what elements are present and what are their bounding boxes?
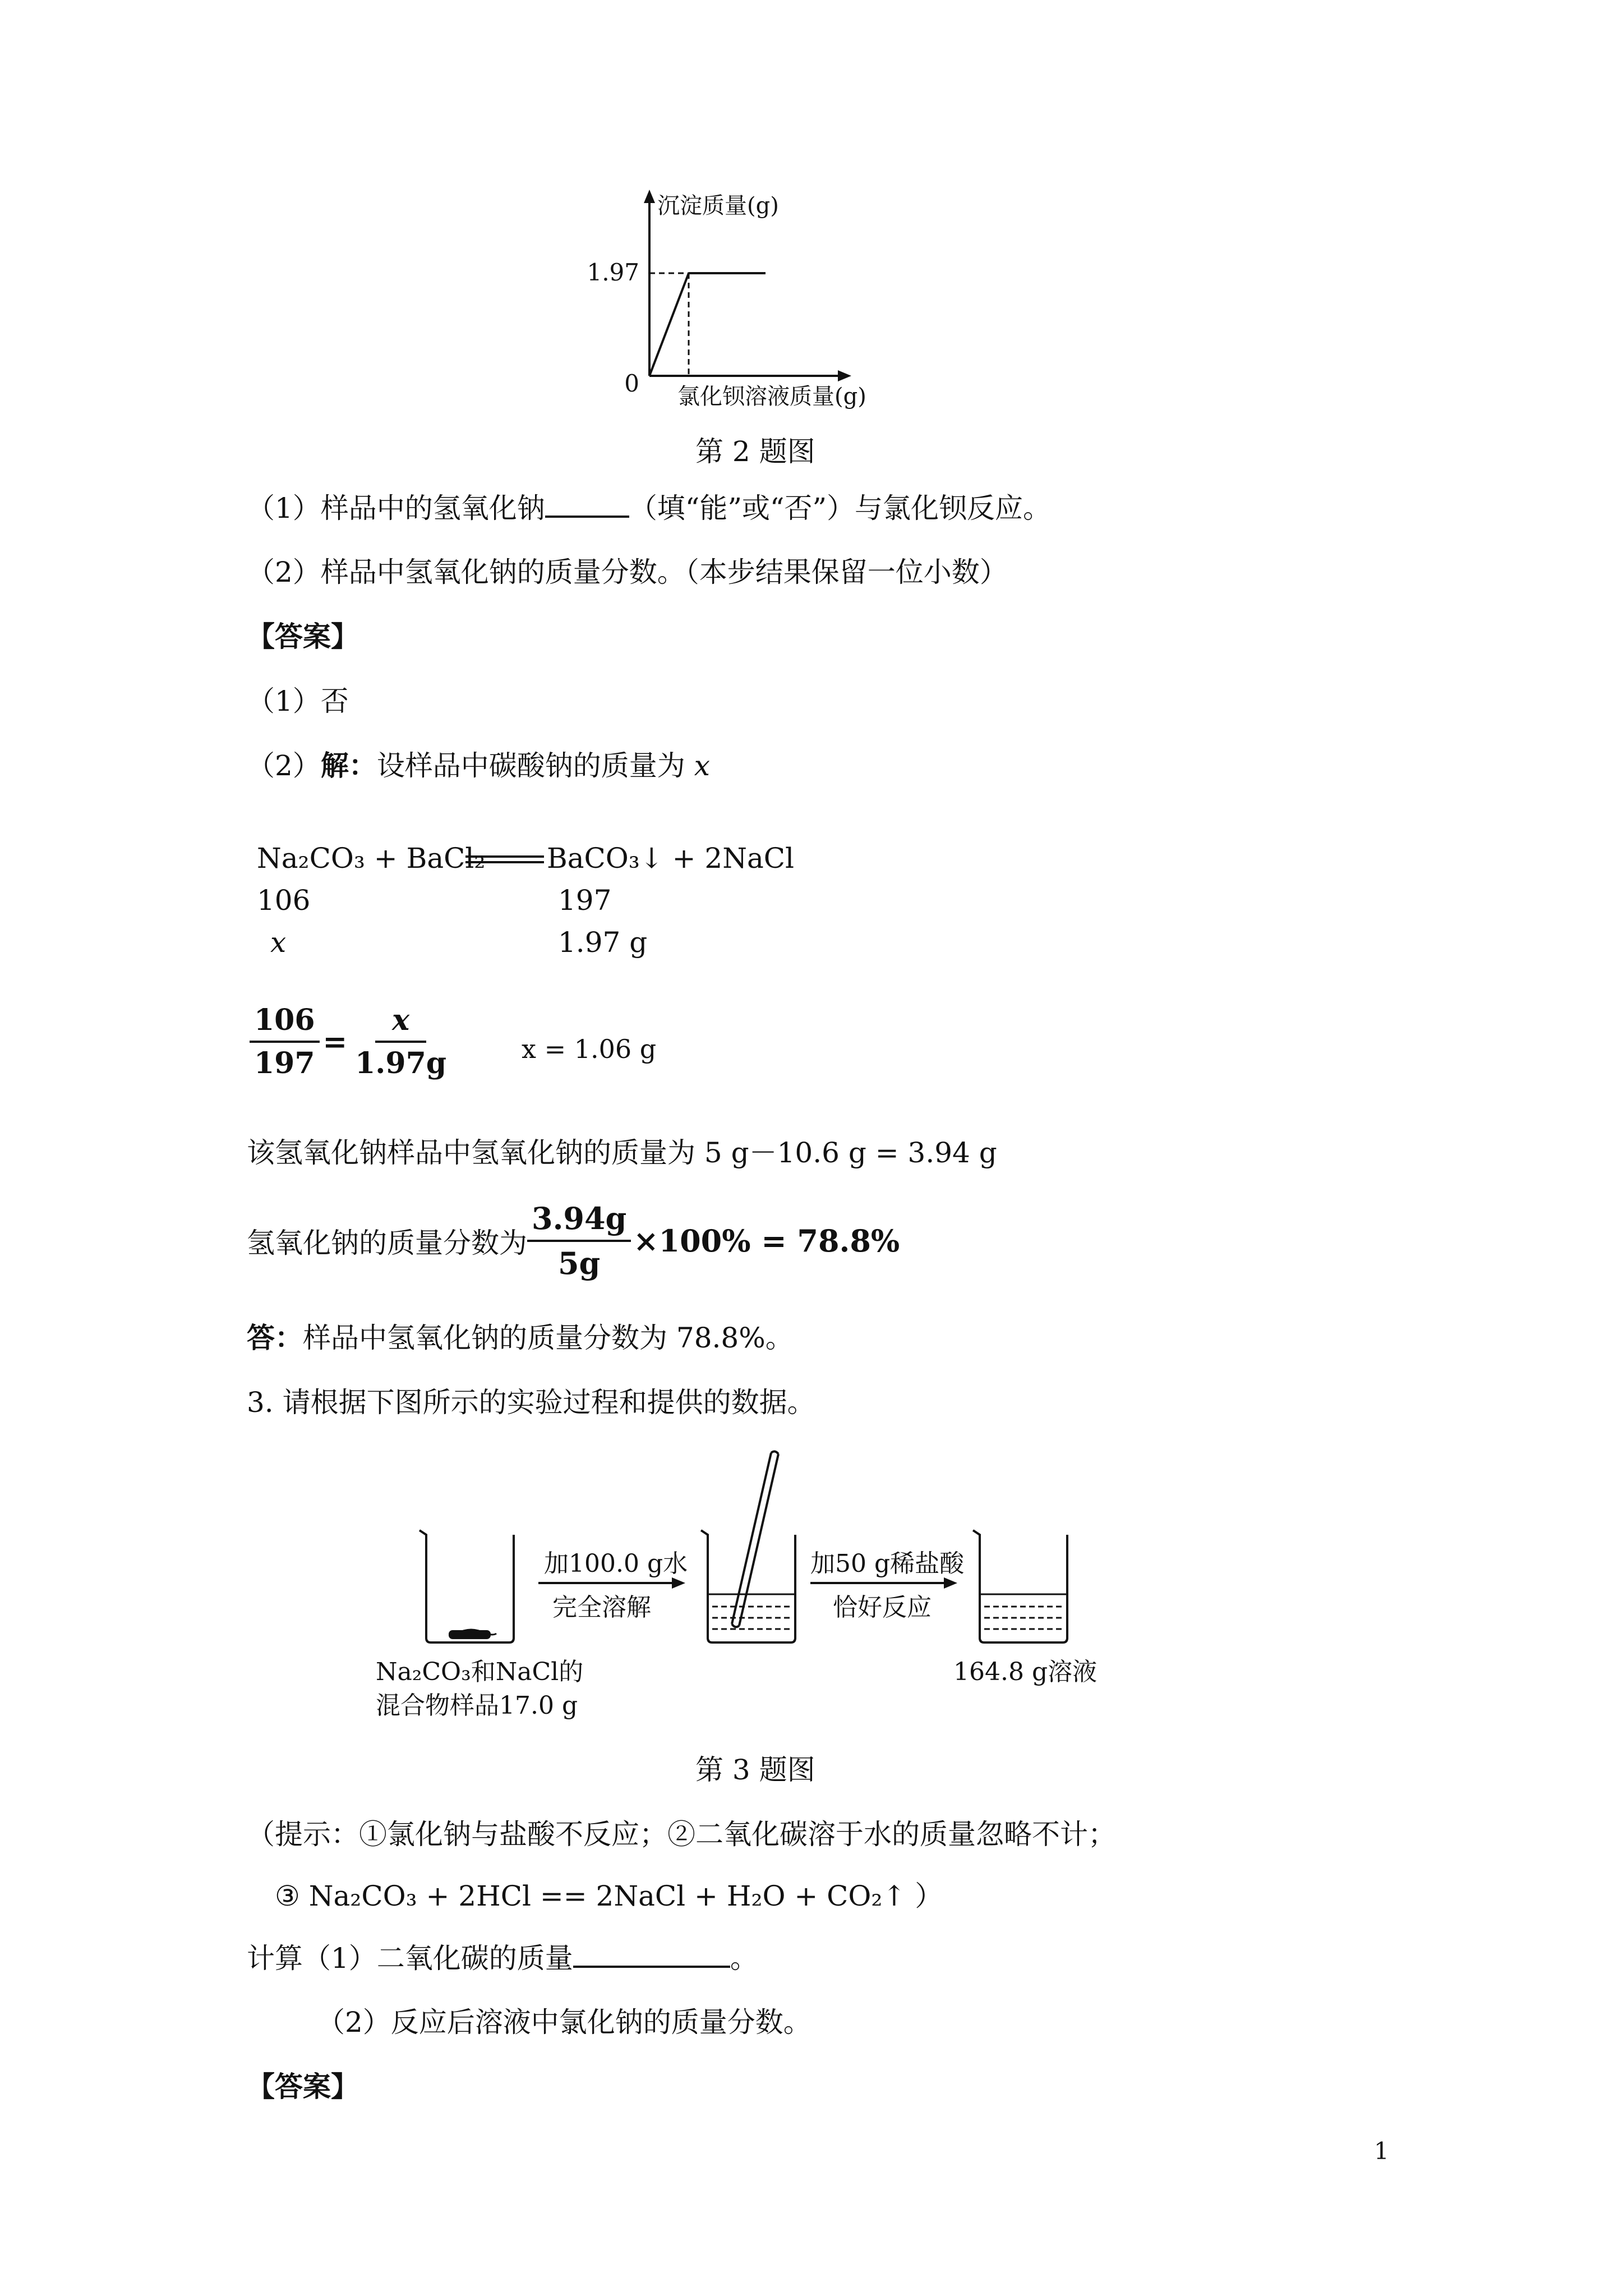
solution-mass-label: 164.8 g溶液 — [953, 1658, 1098, 1686]
page-number: 1 — [1374, 2137, 1389, 2165]
answer-heading: 【答案】 — [247, 620, 359, 653]
precipitate-mass: 1.97 g — [558, 926, 648, 959]
fraction-denominator: 1.97g — [355, 1046, 447, 1080]
fraction-x-mass — [351, 1003, 451, 1080]
hint-line1: （提示：①氯化钠与盐酸不反应；②二氧化碳溶于水的质量忽略不计； — [247, 1818, 1116, 1851]
stirring-rod — [732, 1453, 771, 1624]
fraction-denominator: 197 — [254, 1046, 315, 1080]
fraction-mass-ratio — [527, 1200, 631, 1281]
arrow-head-1 — [672, 1577, 685, 1589]
fraction-numerator: 106 — [250, 1003, 320, 1043]
final-answer-text: 样品中氢氧化钠的质量分数为 78.8%。 — [303, 1322, 794, 1354]
x-result: x = 1.06 g — [522, 1034, 657, 1064]
fig3-caption: 第 3 题图 — [695, 1754, 815, 1786]
x-axis-arrow — [838, 370, 851, 381]
q2-part2: （2）样品中氢氧化钠的质量分数。（本步结果保留一位小数） — [247, 556, 1008, 588]
equation-reactants: Na₂CO₃ + BaCl₂ — [257, 842, 486, 875]
precipitate-mass-graph — [561, 180, 953, 415]
mass-fraction-prefix: 氢氧化钠的质量分数为 — [247, 1227, 527, 1259]
arrow2-bottom-label: 恰好反应 — [833, 1593, 932, 1622]
equation-double-line — [465, 855, 544, 863]
arrow2-top-label: 加50 g稀盐酸 — [810, 1549, 965, 1578]
hint-line2: ③ Na₂CO₃ + 2HCl == 2NaCl + H₂O + CO₂↑ ） — [275, 1880, 943, 1912]
answer-blank — [573, 1941, 730, 1968]
variable-x: x — [694, 749, 710, 782]
fraction-numerator: x — [375, 1003, 426, 1043]
sample-label-line1: Na₂CO₃和NaCl的 — [376, 1658, 584, 1686]
fig2-caption: 第 2 题图 — [695, 435, 815, 468]
equals-sign: = — [322, 1024, 348, 1059]
arrow1-bottom-label: 完全溶解 — [552, 1593, 651, 1622]
calc-part1 — [247, 1941, 758, 1975]
q2-part1-prefix: （1）样品中的氢氧化钠 — [247, 492, 545, 524]
unknown-x: x — [270, 926, 287, 959]
rising-segment — [649, 273, 689, 376]
calc-part1-suffix: 。 — [730, 1942, 758, 1975]
answer-label: 答： — [247, 1321, 303, 1354]
y-axis-label: 沉淀质量(g) — [657, 193, 779, 219]
molar-mass-na2co3: 106 — [257, 884, 311, 917]
sample-label-line2: 混合物样品17.0 g — [376, 1691, 578, 1720]
answer-2-intro — [247, 749, 710, 783]
answer-blank — [545, 491, 629, 518]
answer-2-number: （2） — [247, 749, 321, 782]
final-answer — [247, 1321, 794, 1355]
origin-label: 0 — [624, 370, 639, 397]
q3-answer-heading: 【答案】 — [247, 2070, 359, 2103]
proportion-equation — [250, 1003, 451, 1080]
equation-products: BaCO₃↓ + 2NaCl — [547, 842, 795, 875]
q2-part1-suffix: （填“能”或“否”）与氯化钡反应。 — [629, 492, 1052, 524]
calc-part1-prefix: 计算（1）二氧化碳的质量 — [247, 1942, 573, 1975]
beaker-sample — [419, 1530, 514, 1642]
calc-part2: （2）反应后溶液中氯化钠的质量分数。 — [317, 2006, 811, 2039]
beaker-solution — [973, 1530, 1067, 1642]
y-value-label: 1.97 — [587, 259, 639, 286]
q2-part1 — [247, 491, 1051, 525]
answer-2-text: 设样品中碳酸钠的质量为 — [376, 749, 694, 782]
fraction-denominator: 5g — [557, 1245, 601, 1281]
molar-mass-baco3: 197 — [558, 884, 612, 917]
fraction-numerator: 3.94g — [527, 1200, 631, 1242]
arrow1-top-label: 加100.0 g水 — [544, 1549, 688, 1578]
solution-label: 解： — [320, 749, 377, 782]
y-axis-arrow — [644, 190, 655, 203]
mass-fraction-line — [247, 1200, 900, 1281]
mass-fraction-suffix: ×100% = 78.8% — [633, 1223, 900, 1259]
answer-1: （1）否 — [247, 685, 349, 717]
experiment-diagram — [359, 1447, 1144, 1739]
q3-stem: 3. 请根据下图所示的实验过程和提供的数据。 — [247, 1386, 815, 1419]
naoh-mass-line: 该氢氧化钠样品中氢氧化钠的质量为 5 g－10.6 g = 3.94 g — [247, 1137, 997, 1169]
x-axis-label: 氯化钡溶液质量(g) — [677, 384, 866, 409]
fraction-106-197 — [250, 1003, 320, 1080]
arrow-head-2 — [944, 1577, 957, 1589]
beaker-stirring — [701, 1451, 795, 1642]
